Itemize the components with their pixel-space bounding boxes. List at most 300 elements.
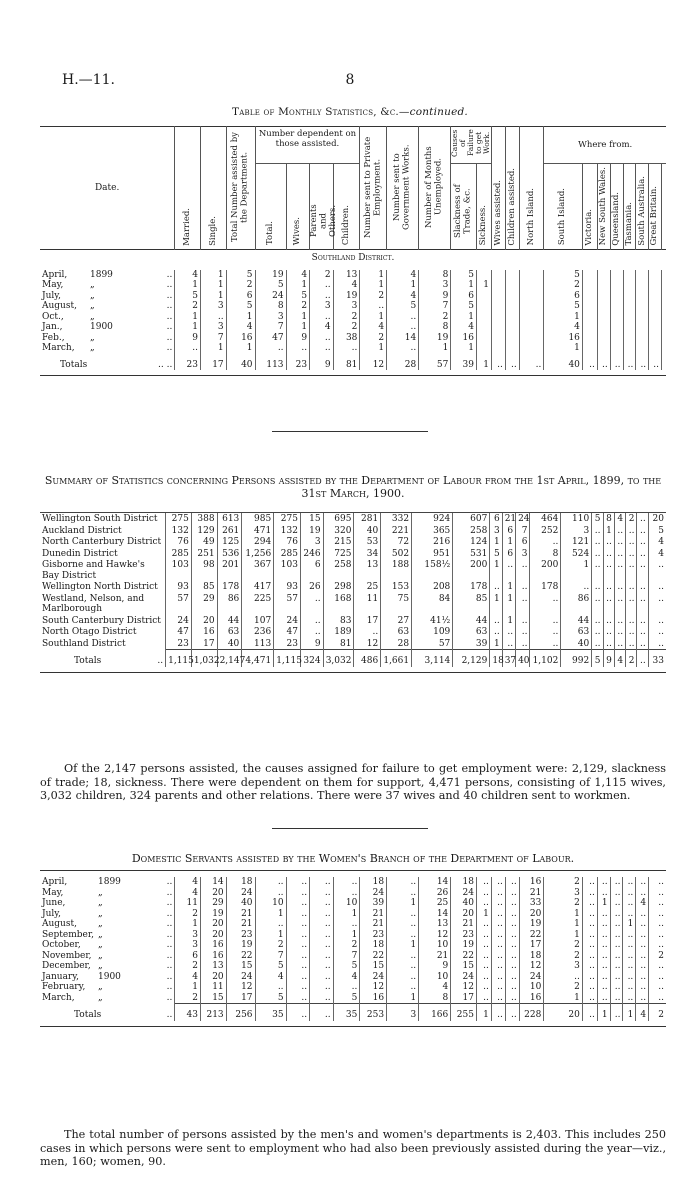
table-cell bbox=[649, 312, 662, 323]
table-cell: 85 bbox=[191, 581, 217, 593]
table-cell: 2 bbox=[360, 291, 387, 302]
table-cell: 153 bbox=[381, 581, 412, 593]
table-cell: 1 bbox=[175, 322, 201, 333]
table-cell: 18 bbox=[360, 877, 387, 888]
row-year: „ bbox=[98, 898, 103, 908]
table-cell bbox=[662, 301, 667, 312]
table-cell bbox=[597, 301, 610, 312]
table-cell: .. bbox=[476, 940, 491, 951]
table-cell: 3 bbox=[516, 548, 530, 560]
table-cell: 13 bbox=[333, 270, 360, 281]
row-year: „ bbox=[90, 280, 95, 290]
table-cell: .. bbox=[649, 909, 666, 920]
table-cell: .. bbox=[200, 312, 226, 323]
table-cell: 17 bbox=[226, 993, 255, 1004]
table-row bbox=[40, 638, 666, 650]
table-cell: 1 bbox=[175, 982, 201, 993]
table-cell: 3 bbox=[175, 940, 201, 951]
table-cell: .. bbox=[626, 548, 637, 560]
table-cell bbox=[662, 291, 667, 302]
document-reference: H.—11. bbox=[62, 72, 115, 88]
total-cell: 3 bbox=[387, 1004, 419, 1021]
table-cell: 4 bbox=[333, 280, 360, 291]
table-cell: .. bbox=[530, 615, 561, 627]
table-cell bbox=[636, 333, 649, 344]
table-cell: 16 bbox=[519, 877, 544, 888]
table-cell: 320 bbox=[323, 525, 354, 537]
table-cell: 3 bbox=[175, 930, 201, 941]
table-cell bbox=[491, 301, 505, 312]
table-cell: 22 bbox=[226, 951, 255, 962]
table-cell: 21 bbox=[519, 888, 544, 899]
table-cell: 17 bbox=[519, 940, 544, 951]
col-dep-total: Total. bbox=[255, 164, 286, 250]
table-cell bbox=[491, 343, 505, 354]
table-cell: .. bbox=[310, 333, 334, 344]
total-cell: .. bbox=[505, 354, 519, 371]
table-cell: .. bbox=[592, 525, 603, 537]
table-cell: 5 bbox=[544, 301, 583, 312]
table-cell: 3 bbox=[544, 961, 583, 972]
table-cell: 281 bbox=[354, 513, 381, 525]
table-cell: .. bbox=[597, 909, 610, 920]
total-cell: 40 bbox=[516, 650, 530, 667]
table-cell: 1 bbox=[544, 919, 583, 930]
table-cell bbox=[491, 291, 505, 302]
table-cell: 8 bbox=[419, 993, 451, 1004]
col-group-dependent: Number dependent on those assisted. bbox=[255, 127, 360, 164]
table-cell: .. bbox=[286, 961, 310, 972]
table-cell: .. bbox=[561, 581, 592, 593]
table-cell: 83 bbox=[323, 615, 354, 627]
table-cell: 16 bbox=[360, 993, 387, 1004]
table-cell: .. bbox=[491, 919, 505, 930]
table-cell: 12 bbox=[519, 961, 544, 972]
table-cell: 20 bbox=[200, 919, 226, 930]
total-cell: 113 bbox=[255, 354, 286, 371]
table-cell: 20 bbox=[648, 513, 666, 525]
col-group-causes: Causes of Failure to get Work. bbox=[451, 127, 492, 164]
table-cell: 19 bbox=[300, 525, 323, 537]
table-cell: .. bbox=[636, 888, 649, 899]
table-cell: 15 bbox=[360, 961, 387, 972]
table-cell: 20 bbox=[200, 888, 226, 899]
table-cell: .. bbox=[623, 972, 636, 983]
table-cell: .. bbox=[582, 898, 597, 909]
row-year: 1900 bbox=[98, 971, 121, 982]
row-month: Oct., bbox=[42, 311, 64, 322]
table-cell: 3 bbox=[544, 888, 583, 899]
row-date: Oct., „ .. bbox=[42, 311, 173, 322]
table-cell: .. bbox=[387, 982, 419, 993]
total-cell: 2,129 bbox=[453, 650, 490, 667]
col-south-australia: South Australia. bbox=[636, 164, 649, 250]
table-cell: .. bbox=[491, 951, 505, 962]
table-cell: 24 bbox=[451, 888, 477, 899]
total-cell: .. bbox=[310, 1004, 334, 1021]
table-cell: 275 bbox=[274, 513, 301, 525]
table-cell: 40 bbox=[561, 638, 592, 650]
table-cell: 12 bbox=[354, 638, 381, 650]
row-district: South Canterbury District bbox=[42, 615, 161, 626]
table-cell: 924 bbox=[412, 513, 453, 525]
table-cell: 5 bbox=[255, 280, 286, 291]
totals-label: Totals .. bbox=[74, 1009, 173, 1020]
table-cell: 3 bbox=[310, 301, 334, 312]
table-cell: 1 bbox=[387, 898, 419, 909]
table-cell: .. bbox=[582, 930, 597, 941]
total-cell: 1 bbox=[477, 354, 492, 371]
total-cell: 1,115 bbox=[274, 650, 301, 667]
table-cell: .. bbox=[310, 961, 334, 972]
table-cell: 18 bbox=[226, 877, 255, 888]
table-cell: 221 bbox=[381, 525, 412, 537]
table-cell: 49 bbox=[191, 536, 217, 548]
table-cell: .. bbox=[387, 322, 419, 333]
table-cell: .. bbox=[387, 951, 419, 962]
table-cell: .. bbox=[387, 343, 419, 354]
table-cell: 63 bbox=[453, 626, 490, 638]
col-dep-wives: Wives. bbox=[286, 164, 310, 250]
col-queensland: Queensland. bbox=[610, 164, 623, 250]
table-cell: 21 bbox=[419, 951, 451, 962]
table-cell: 3 bbox=[333, 301, 360, 312]
table-cell: .. bbox=[387, 972, 419, 983]
table-cell: 6 bbox=[175, 951, 201, 962]
table-cell: .. bbox=[476, 982, 491, 993]
table-cell bbox=[519, 291, 544, 302]
table-cell bbox=[610, 343, 623, 354]
table-cell: 26 bbox=[300, 581, 323, 593]
table-cell bbox=[623, 301, 636, 312]
table-cell: .. bbox=[614, 593, 625, 615]
table-cell: 1 bbox=[451, 312, 477, 323]
totals-label: Totals .. .. bbox=[60, 359, 173, 370]
table-cell: 13 bbox=[419, 919, 451, 930]
table-cell: 1 bbox=[490, 536, 502, 548]
table-cell bbox=[610, 291, 623, 302]
table-cell: 1 bbox=[360, 343, 387, 354]
table-cell bbox=[519, 280, 544, 291]
table-cell: 84 bbox=[412, 593, 453, 615]
table-cell: .. bbox=[582, 888, 597, 899]
table-cell: .. bbox=[614, 615, 625, 627]
col-victoria: Victoria. bbox=[582, 164, 597, 250]
table-cell bbox=[649, 301, 662, 312]
table-cell: 1 bbox=[387, 993, 419, 1004]
table-cell bbox=[597, 312, 610, 323]
table-cell bbox=[477, 301, 492, 312]
col-great-britain: Great Britain. bbox=[649, 164, 662, 250]
table-cell: .. bbox=[310, 888, 334, 899]
table-cell: .. bbox=[310, 940, 334, 951]
table-cell: .. bbox=[637, 638, 648, 650]
total-cell: 23 bbox=[286, 354, 310, 371]
total-cell: 57 bbox=[419, 354, 451, 371]
table-cell: 72 bbox=[381, 536, 412, 548]
row-district: Gisborne and Hawke's Bay District bbox=[42, 560, 145, 581]
row-year: „ bbox=[98, 908, 103, 919]
row-date: June, „ .. bbox=[42, 898, 173, 908]
table-cell: 5 bbox=[490, 548, 502, 560]
table-cell: .. bbox=[597, 972, 610, 983]
table-cell: 24 bbox=[519, 972, 544, 983]
table-cell: 951 bbox=[412, 548, 453, 560]
table-cell: .. bbox=[637, 548, 648, 560]
table-cell: 6 bbox=[544, 291, 583, 302]
row-month: January, bbox=[42, 971, 79, 982]
table-cell: 1 bbox=[226, 343, 255, 354]
table-cell: 285 bbox=[274, 548, 301, 560]
table-cell: 109 bbox=[412, 626, 453, 638]
table-cell: 12 bbox=[226, 982, 255, 993]
table-cell: 2 bbox=[175, 993, 201, 1004]
table-cell: .. bbox=[286, 972, 310, 983]
table-cell: 158½ bbox=[412, 559, 453, 581]
table-cell: .. bbox=[636, 930, 649, 941]
table-cell: 178 bbox=[530, 581, 561, 593]
domestic-body bbox=[40, 871, 666, 1027]
table-cell: 1 bbox=[286, 280, 310, 291]
table-cell: 57 bbox=[166, 593, 192, 615]
table-cell: 5 bbox=[451, 270, 477, 281]
table-cell: .. bbox=[582, 972, 597, 983]
table-cell bbox=[519, 343, 544, 354]
table-cell: 110 bbox=[561, 513, 592, 525]
table-cell: 6 bbox=[516, 536, 530, 548]
table-cell: 17 bbox=[354, 615, 381, 627]
total-cell: 12 bbox=[360, 354, 387, 371]
col-wives-assisted: Wives assisted. bbox=[491, 127, 505, 250]
total-cell: 9 bbox=[603, 650, 614, 667]
table-cell: .. bbox=[310, 280, 334, 291]
table-cell: 86 bbox=[217, 593, 242, 615]
table-cell: .. bbox=[610, 993, 623, 1004]
total-cell: 1 bbox=[597, 1004, 610, 1021]
table-cell: .. bbox=[592, 626, 603, 638]
table-cell: 85 bbox=[453, 593, 490, 615]
table-cell: 1 bbox=[333, 930, 360, 941]
table-cell: 23 bbox=[451, 930, 477, 941]
table-cell: 3 bbox=[200, 322, 226, 333]
table-cell: .. bbox=[491, 888, 505, 899]
total-cell: 4,471 bbox=[242, 650, 274, 667]
table-cell: 6 bbox=[502, 548, 515, 560]
table-cell bbox=[610, 301, 623, 312]
totals-row bbox=[40, 650, 666, 667]
table-cell: .. bbox=[505, 877, 519, 888]
row-year: „ bbox=[98, 961, 103, 971]
table-cell: .. bbox=[649, 919, 666, 930]
table-cell: .. bbox=[582, 877, 597, 888]
table-cell bbox=[597, 343, 610, 354]
table-cell: .. bbox=[592, 615, 603, 627]
row-date: April, 1899 .. bbox=[42, 269, 173, 280]
total-cell: 33 bbox=[648, 650, 666, 667]
table-cell: .. bbox=[623, 888, 636, 899]
table-cell: 24 bbox=[255, 291, 286, 302]
table-cell: 188 bbox=[381, 559, 412, 581]
table-cell: .. bbox=[623, 982, 636, 993]
table-cell: .. bbox=[623, 993, 636, 1004]
table-cell: .. bbox=[597, 993, 610, 1004]
total-cell: 35 bbox=[255, 1004, 286, 1021]
table-cell: 4 bbox=[451, 322, 477, 333]
table1-body bbox=[40, 250, 666, 376]
table-cell: .. bbox=[505, 888, 519, 899]
row-month: August, bbox=[42, 301, 77, 311]
total-cell: 18 bbox=[490, 650, 502, 667]
table-cell: 1 bbox=[360, 312, 387, 323]
table-cell: .. bbox=[597, 951, 610, 962]
table-cell bbox=[519, 322, 544, 333]
table-cell: .. bbox=[597, 919, 610, 930]
table-cell: 178 bbox=[217, 581, 242, 593]
col-months-unemployed: Number of Months Unemployed. bbox=[419, 127, 451, 250]
table-row bbox=[40, 951, 666, 962]
table-row bbox=[40, 343, 666, 354]
table-cell: .. bbox=[502, 626, 515, 638]
table-cell: 1 bbox=[387, 280, 419, 291]
table-cell: .. bbox=[505, 972, 519, 983]
table-cell: .. bbox=[505, 940, 519, 951]
table-cell: .. bbox=[649, 877, 666, 888]
table-cell: 4 bbox=[360, 322, 387, 333]
table-cell: 5 bbox=[592, 513, 603, 525]
table-cell: 2 bbox=[544, 898, 583, 909]
table-cell: 21 bbox=[226, 919, 255, 930]
table-cell: .. bbox=[310, 877, 334, 888]
table-row bbox=[40, 280, 666, 291]
table-cell: 4 bbox=[175, 972, 201, 983]
row-year: „ bbox=[98, 929, 103, 940]
table-cell: .. bbox=[255, 888, 286, 899]
table-cell: 2 bbox=[226, 280, 255, 291]
table-cell: 24 bbox=[274, 615, 301, 627]
total-cell: 28 bbox=[387, 354, 419, 371]
total-cell: 1,661 bbox=[381, 650, 412, 667]
total-cell: 40 bbox=[226, 354, 255, 371]
table-cell: 2 bbox=[544, 982, 583, 993]
table-cell: 3 bbox=[561, 525, 592, 537]
table-cell: 2 bbox=[544, 280, 583, 291]
table-cell: .. bbox=[310, 993, 334, 1004]
table-cell: 12 bbox=[360, 982, 387, 993]
table-cell bbox=[636, 301, 649, 312]
total-cell: 5 bbox=[592, 650, 603, 667]
table-cell bbox=[623, 270, 636, 281]
table-cell: .. bbox=[333, 888, 360, 899]
table-cell: .. bbox=[286, 940, 310, 951]
table-cell: 367 bbox=[242, 559, 274, 581]
page-number: 8 bbox=[345, 72, 355, 88]
table-cell: .. bbox=[592, 559, 603, 581]
table-cell: .. bbox=[623, 909, 636, 920]
table-cell: 298 bbox=[323, 581, 354, 593]
table-cell: 5 bbox=[226, 270, 255, 281]
table-cell: .. bbox=[637, 626, 648, 638]
table-cell: 178 bbox=[453, 581, 490, 593]
row-district: North Canterbury District bbox=[42, 537, 162, 547]
table-cell: 41½ bbox=[412, 615, 453, 627]
table-cell: .. bbox=[610, 961, 623, 972]
table-row bbox=[40, 940, 666, 951]
col-sickness: Sickness. bbox=[477, 164, 492, 250]
summary-title: Summary of Statistics concerning Persons assisted by the Department of Labour from the 1st April, 1899, to the 31st March, 1900. bbox=[44, 474, 662, 500]
table-cell: 8 bbox=[603, 513, 614, 525]
table-cell: .. bbox=[491, 972, 505, 983]
table-cell: 44 bbox=[453, 615, 490, 627]
table-cell: 502 bbox=[381, 548, 412, 560]
table-cell: 2 bbox=[286, 301, 310, 312]
col-slackness: Slackness of Trade, &c. bbox=[451, 164, 477, 250]
row-district: Wellington South District bbox=[40, 513, 166, 525]
table-cell: 8 bbox=[419, 322, 451, 333]
table-cell: .. bbox=[614, 626, 625, 638]
table-cell: .. bbox=[592, 548, 603, 560]
table-cell: .. bbox=[286, 993, 310, 1004]
totals-label: Totals .. bbox=[74, 655, 164, 666]
table-cell: .. bbox=[592, 581, 603, 593]
table-cell: .. bbox=[310, 930, 334, 941]
table-cell: .. bbox=[387, 919, 419, 930]
table-cell: 10 bbox=[419, 940, 451, 951]
table-cell: 215 bbox=[323, 536, 354, 548]
table-cell: 1,256 bbox=[242, 548, 274, 560]
table-cell: 18 bbox=[451, 877, 477, 888]
table-cell: 1 bbox=[175, 280, 201, 291]
total-cell: 486 bbox=[354, 650, 381, 667]
table-cell: 13 bbox=[200, 961, 226, 972]
table-cell: 24 bbox=[226, 888, 255, 899]
table-row bbox=[40, 270, 666, 281]
table-cell: .. bbox=[614, 559, 625, 581]
table-cell: .. bbox=[491, 909, 505, 920]
table-cell: 93 bbox=[166, 581, 192, 593]
table-cell: 4 bbox=[648, 548, 666, 560]
table-cell: 15 bbox=[300, 513, 323, 525]
col-private: Number sent to Private Employment. bbox=[360, 127, 387, 250]
table-cell: .. bbox=[610, 888, 623, 899]
row-month: April, bbox=[42, 877, 68, 887]
table-cell: 125 bbox=[217, 536, 242, 548]
table-cell: .. bbox=[623, 951, 636, 962]
table-cell: 19 bbox=[333, 291, 360, 302]
table-cell: .. bbox=[310, 982, 334, 993]
row-year: 1900 bbox=[90, 322, 113, 332]
row-date: July, „ .. bbox=[42, 908, 173, 919]
row-month: June, bbox=[42, 898, 66, 908]
total-cell: .. bbox=[610, 1004, 623, 1021]
total-cell: 1 bbox=[476, 1004, 491, 1021]
table-cell bbox=[662, 312, 667, 323]
table-cell: 4 bbox=[636, 898, 649, 909]
table-cell bbox=[582, 301, 597, 312]
table-cell: 1 bbox=[200, 270, 226, 281]
table-row bbox=[40, 961, 666, 972]
table-cell: .. bbox=[649, 982, 666, 993]
table-cell: 7 bbox=[255, 951, 286, 962]
row-year: „ bbox=[90, 290, 95, 301]
total-cell: .. bbox=[491, 354, 505, 371]
table-cell: 20 bbox=[200, 930, 226, 941]
table-cell: .. bbox=[649, 940, 666, 951]
table-cell: .. bbox=[530, 536, 561, 548]
table-cell: .. bbox=[491, 993, 505, 1004]
row-district: Auckland District bbox=[42, 525, 122, 536]
total-cell: 4 bbox=[636, 1004, 649, 1021]
table-cell bbox=[597, 280, 610, 291]
